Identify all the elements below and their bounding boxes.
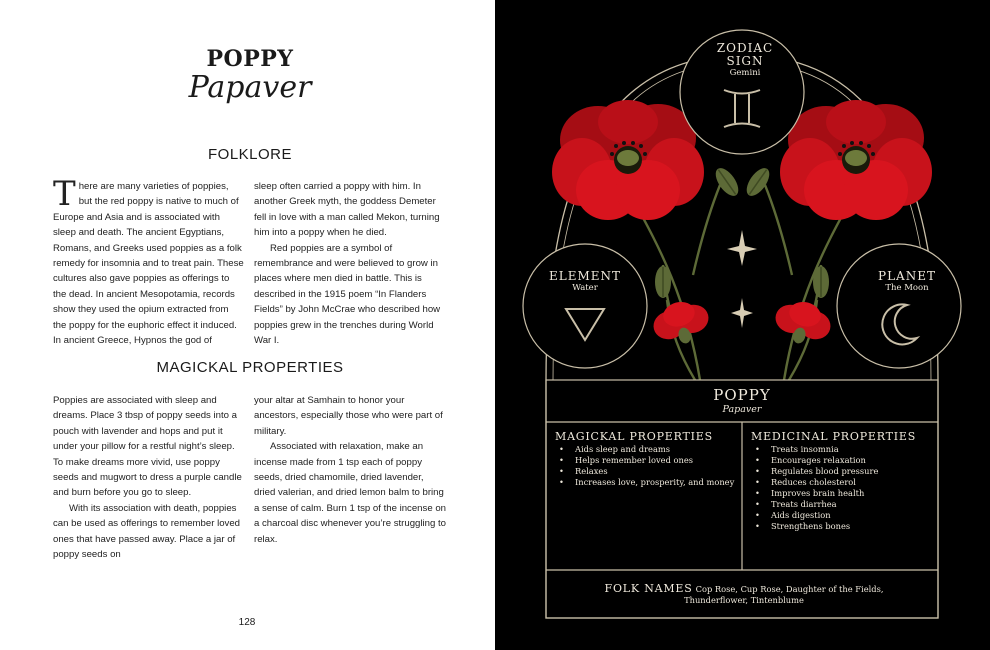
list-item: • Improves brain health (752, 488, 878, 499)
folk-names-line1 (565, 583, 923, 595)
zodiac-label (690, 42, 800, 79)
folklore-column-1 (53, 174, 244, 348)
list-item: • Strengthens bones (752, 521, 878, 532)
small-poppy-right (770, 295, 835, 350)
poppy-flower-right (780, 100, 932, 220)
list-item: • Treats insomnia (752, 444, 878, 455)
planet-label (857, 270, 957, 294)
folklore-paragraph: Red poppies are a symbol of remembrance and were believed to grow in places where men died in battle. This is described in the 1915 poem “In Flanders Fields” by John McCrae who described how poppies grew in the trenches during World War I. (254, 242, 441, 347)
magickal-properties-heading: MAGICKAL PROPERTIES (555, 430, 713, 443)
folklore-heading: FOLKLORE (207, 146, 293, 163)
bud-lower-right (813, 266, 829, 298)
list-item: • Aids digestion (752, 510, 878, 521)
right-page (495, 0, 990, 650)
folklore-column-2 (254, 179, 446, 348)
small-poppy-left (649, 295, 714, 350)
list-item: • Helps remember loved ones (556, 455, 734, 466)
element-value: Water (572, 283, 598, 293)
magickal-paragraph: Associated with relaxation, make an incense made from 1 tsp each of poppy seeds, dried chamomile, dried lavender, dried valerian, and dried lemon balm to bring a sense of calm. Burn 1 tsp of the incense on a charcoal disc whenever you’re struggling to relax. (254, 441, 446, 545)
folklore-text: here are many varieties of poppies, but the red poppy is native to much of Europe and Asia and is associated with sleep and death. The ancient Egyptians, Romans, and Greeks used poppies as a folk remedy for insomnia and to treat pain. These cultures also gave poppies as offerings to the dead. In ancient Mesopotamia, records show they used the opium extracted from the poppy for the euphoric effect it induced. In ancient Greece, Hypnos the god of (53, 181, 244, 347)
list-item: • Reduces cholesterol (752, 477, 878, 488)
magickal-properties-list (556, 444, 734, 488)
planet-title: PLANET (878, 269, 936, 283)
card-title: POPPY (713, 386, 771, 404)
page-subtitle: Papaver (188, 70, 312, 105)
medicinal-properties-heading: MEDICINAL PROPERTIES (751, 430, 917, 443)
folk-names-text: Cop Rose, Cup Rose, Daughter of the Fields, (695, 584, 884, 594)
list-item: • Relaxes (556, 466, 734, 477)
magickal-paragraph: With its association with death, poppies can be used as offerings to remember loved ones that have passed away. Place a jar of poppy seeds on (53, 502, 241, 561)
card-subtitle: Papaver (722, 404, 762, 415)
element-circle (523, 244, 647, 368)
list-item: • Encourages relaxation (752, 455, 878, 466)
poppy-flower-left (552, 100, 704, 220)
element-label (535, 270, 635, 294)
zodiac-title-line2: SIGN (726, 54, 764, 68)
list-item: • Treats diarrhea (752, 499, 878, 510)
sparkle-icon (731, 298, 753, 328)
magickal-column-1 (53, 393, 244, 562)
medicinal-properties-list (752, 444, 878, 532)
list-item: • Increases love, prosperity, and money (556, 477, 734, 488)
zodiac-value: Gemini (729, 68, 761, 78)
drop-cap: T (53, 174, 76, 214)
folk-names-line2: Thunderflower, Tintenblume (684, 595, 804, 605)
list-item: • Aids sleep and dreams (556, 444, 734, 455)
bud-lower-left (655, 266, 671, 298)
magickal-paragraph: Poppies are associated with sleep and dreams. Place 3 tbsp of poppy seeds into a pouch with lavender and hops and put it under your pillow for a restful night’s sleep. To make dreams more vivid, use poppy seeds and mugwort to dress a purple candle and burn before you go to sleep. (53, 395, 242, 499)
magickal-heading: MAGICKAL PROPERTIES (156, 359, 344, 376)
folk-names (565, 583, 923, 606)
magickal-column-2 (254, 393, 446, 547)
planet-circle (837, 244, 961, 368)
folk-names-heading: FOLK NAMES (604, 582, 693, 595)
zodiac-title-line1: ZODIAC (716, 41, 774, 55)
element-title: ELEMENT (548, 269, 622, 283)
folklore-paragraph (53, 174, 244, 348)
page-title: POPPY (206, 46, 294, 72)
list-item: • Regulates blood pressure (752, 466, 878, 477)
planet-value: The Moon (885, 283, 929, 293)
sparkle-icon (727, 230, 757, 266)
magickal-paragraph: your altar at Samhain to honor your ancestors, especially those who were part of military. (254, 395, 443, 437)
folklore-paragraph: sleep often carried a poppy with him. In another Greek myth, the goddess Demeter fell in love with a man called Mekon, turning him into a poppy when he died. (254, 181, 440, 239)
illustration (495, 0, 990, 650)
page-number: 128 (238, 617, 256, 628)
